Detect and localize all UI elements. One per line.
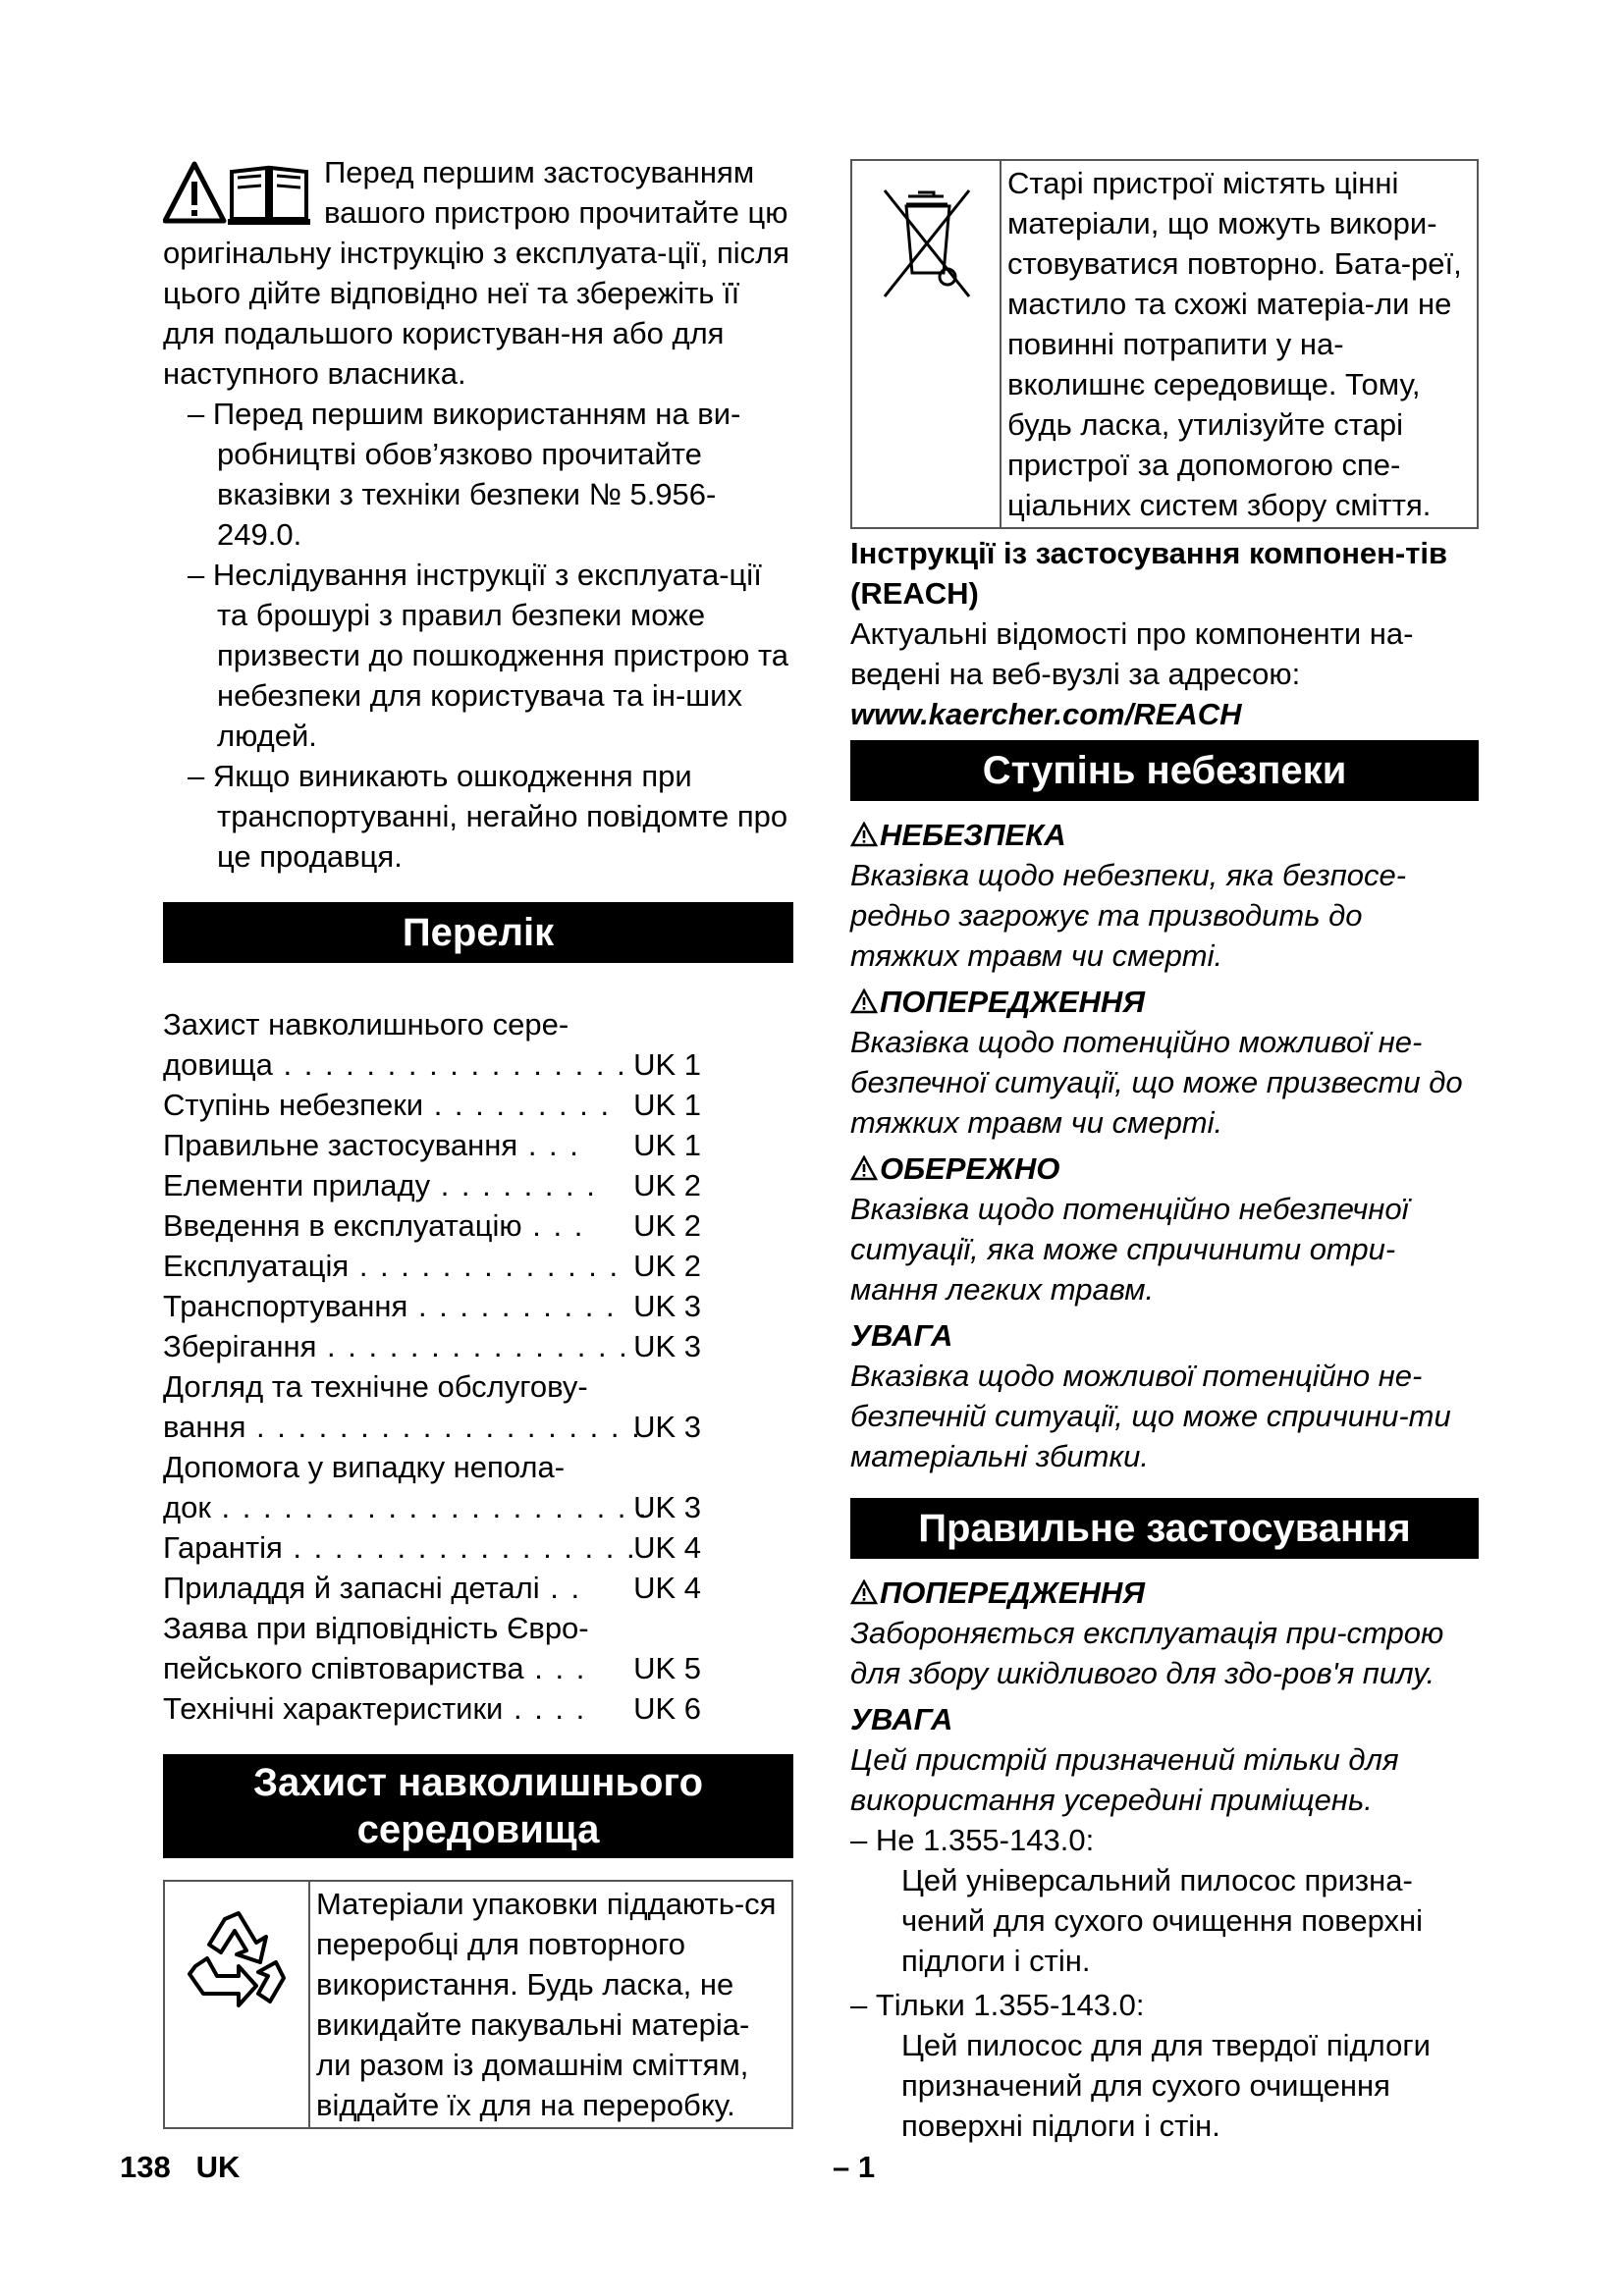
old-devices-text: Старі пристрої містять цінні матеріали, що можуть викори-стовуватися повторно. Бата-реї, мастило та схожі матеріа-ли не повинні потрапити у на-вколишнє середовище. Тому, будь ласка, утилізуйте старі пристрої за допомогою спе-ціальних систем збору сміття.: [1007, 166, 1462, 522]
manual-book-icon: [228, 162, 310, 227]
toc-entry-troubleshooting[interactable]: [163, 1487, 793, 1527]
toc-label: Технічні характеристики: [163, 1691, 504, 1726]
footer-page-number: 138: [120, 2150, 171, 2184]
warning-triangle-icon: [850, 822, 878, 847]
footer-page-info: [120, 2150, 240, 2185]
toc-dots: . . . . . . . .: [430, 1168, 597, 1202]
toc-dots: . . . . . . . . . . . . .: [349, 1249, 621, 1283]
toc-entry-line1: Заява при відповідність Євро-: [163, 1611, 589, 1645]
toc-label: Експлуатація: [163, 1249, 350, 1283]
reach-url-link[interactable]: www.kaercher.com/REACH: [850, 697, 1242, 731]
toc-label: Введення в експлуатацію: [163, 1208, 522, 1243]
toc-page: UK 1: [633, 1088, 701, 1122]
notice-label: УВАГА: [850, 1318, 953, 1353]
intro-item-2: – Неслідування інструкції з експлуата-ції та брошурі з правил безпеки може призвести до пошкодження пристрою та небезпеки для користувача та ін-ших людей.: [188, 558, 789, 753]
toc-page: UK 1: [633, 1128, 701, 1162]
reach-title: Інструкції із застосування компонен-тів (REACH): [850, 536, 1448, 611]
warning-label-row: [850, 982, 1479, 1022]
toc-entry-elements[interactable]: [163, 1165, 793, 1205]
toc-label: довища: [163, 1047, 273, 1082]
environment-heading-line2: середовища: [356, 1808, 600, 1851]
environment-heading: [163, 1754, 793, 1858]
reach-text: Актуальні відомості про компоненти на-ведені на веб-вузлі за адресою:: [850, 616, 1414, 691]
toc-label: Ступінь небезпеки: [163, 1088, 424, 1122]
toc-entry-startup[interactable]: [163, 1205, 793, 1246]
toc-label: вання: [163, 1410, 246, 1444]
intro-item-3: – Якщо виникають ошкодження при транспортуванні, негайно повідомте про це продавця.: [188, 759, 788, 874]
toc-dots: . . . . . . . . . . . . . . . . . . . . .: [210, 1490, 649, 1524]
toc-label: Зберігання: [163, 1329, 317, 1363]
toc-page: UK 1: [633, 1047, 701, 1082]
toc-label: Гарантія: [163, 1530, 283, 1565]
recycle-icon: [182, 1905, 292, 2015]
danger-label: НЕБЕЗПЕКА: [880, 818, 1066, 852]
crossed-bin-icon: [879, 187, 973, 304]
toc-entry-maintenance[interactable]: [163, 1407, 793, 1447]
crossed-bin-icon-cell: [852, 161, 1001, 527]
toc-label: Елементи приладу: [163, 1168, 431, 1202]
toc-entry-specs[interactable]: [163, 1688, 793, 1729]
toc-entry-hazard[interactable]: [163, 1085, 793, 1125]
warning-triangle-icon: [850, 1579, 878, 1605]
toc-entry-accessories[interactable]: [163, 1568, 793, 1608]
toc-page: UK 2: [633, 1168, 701, 1202]
caution-label-row: [850, 1148, 1479, 1189]
toc-dots: . . . .: [503, 1691, 587, 1726]
toc-label: док: [163, 1490, 211, 1524]
toc-entry-environment[interactable]: [163, 1044, 793, 1085]
toc-entry-line1: Догляд та технічне обслугову-: [163, 1369, 588, 1404]
toc-page: UK 6: [633, 1691, 701, 1726]
packaging-text: Матеріали упаковки піддають-ся переробці для повторного використання. Будь ласка, не викидайте пакувальні матеріа-ли разом із домашнім сміттям, віддайте їх для на переробку.: [316, 1887, 777, 2122]
caution-text: Вказівка щодо потенційно небезпечної ситуації, яка може спричинити отри-мання легких травм.: [850, 1192, 1409, 1307]
toc-dots: . . . . . . . . . . . . . . . . .: [272, 1047, 627, 1082]
toc-page: UK 3: [633, 1289, 701, 1323]
toc-heading: Перелік: [163, 902, 793, 963]
toc-dots: . .: [539, 1571, 582, 1605]
toc-entry-line1: Допомога у випадку непола-: [163, 1450, 566, 1484]
toc-entry-line1: Захист навколишнього сере-: [163, 1007, 569, 1041]
toc-page: UK 3: [633, 1490, 701, 1524]
toc-dots: . . .: [517, 1128, 580, 1162]
intro-item-1: – Перед першим використанням на ви-робництві обов’язково прочитайте вказівки з техніки безпеки № 5.956-249.0.: [188, 397, 741, 552]
toc-entry-warranty[interactable]: [163, 1527, 793, 1568]
footer-lang: UK: [195, 2150, 241, 2184]
proper-use-item2-text: Цей пилосос для для твердої підлоги призначений для сухого очищення поверхні підлоги і стін.: [901, 2028, 1431, 2143]
intro-section: [163, 152, 793, 877]
toc-dots: . . .: [521, 1208, 585, 1243]
right-column: [850, 159, 1479, 2146]
table-of-contents: [163, 1004, 793, 1729]
danger-label-row: [850, 815, 1479, 855]
proper-use-notice-label: УВАГА: [850, 1702, 953, 1736]
proper-use-item1-label: – Не 1.355-143.0:: [850, 1823, 1095, 1857]
environment-heading-line1: Захист навколишнього: [252, 1761, 704, 1804]
warning-triangle-icon: [850, 1155, 878, 1181]
danger-text: Вказівка щодо небезпеки, яка безпосе-редньо загрожує та призводить до тяжких травм чи смерті.: [850, 858, 1407, 973]
toc-label: Приладдя й запасні деталі: [163, 1571, 540, 1605]
toc-entry-proper-use[interactable]: [163, 1125, 793, 1165]
toc-label: Правильне застосування: [163, 1128, 518, 1162]
caution-label: ОБЕРЕЖНО: [880, 1151, 1060, 1186]
toc-page: UK 3: [633, 1410, 701, 1444]
toc-entry-storage[interactable]: [163, 1326, 793, 1366]
toc-label: Транспортування: [163, 1289, 408, 1323]
toc-dots: . . . . . . . . . . . . . . . . . . .: [245, 1410, 642, 1444]
hazard-heading: Ступінь небезпеки: [850, 740, 1479, 801]
packaging-box: [163, 1880, 793, 2129]
toc-entry-transport[interactable]: [163, 1286, 793, 1326]
toc-dots: . . . . . . . . . . . . . . .: [316, 1329, 629, 1363]
toc-page: UK 2: [633, 1208, 701, 1243]
toc-dots: . . .: [523, 1651, 587, 1685]
intro-text: Перед першим застосуванням вашого пристрою прочитайте цю оригінальну інструкцію з експлуата-ції, після цього дійте відповідно неї та збережіть її для подальшого користуван-ня або для наступного власника.: [163, 155, 789, 391]
toc-page: UK 2: [633, 1249, 701, 1283]
toc-page: UK 4: [633, 1571, 701, 1605]
left-column: [163, 152, 793, 2129]
recycle-icon-cell: [165, 1882, 310, 2127]
intro-icons: [163, 160, 312, 229]
proper-use-warning-text: Забороняється експлуатація при-строю для збору шкідливого для здо-ров'я пилу.: [850, 1616, 1444, 1690]
proper-use-notice-text: Цей пристрій призначений тільки для використання усередині приміщень.: [850, 1742, 1399, 1817]
warning-triangle-icon: [850, 988, 878, 1014]
toc-page: UK 3: [633, 1329, 701, 1363]
proper-use-warning-row: [850, 1573, 1479, 1613]
toc-label: пейського співтовариства: [163, 1651, 524, 1685]
warning-label: ПОПЕРЕДЖЕННЯ: [880, 985, 1145, 1019]
toc-dots: . . . . . . . . .: [423, 1088, 612, 1122]
footer-center-page: – 1: [833, 2150, 876, 2184]
toc-entry-ec-declaration[interactable]: [163, 1648, 793, 1688]
proper-use-warning-label: ПОПЕРЕДЖЕННЯ: [880, 1575, 1145, 1610]
toc-dots: . . . . . . . . . .: [407, 1289, 617, 1323]
toc-dots: . . . . . . . . . . . . . . . . .: [282, 1530, 637, 1565]
toc-entry-operation[interactable]: [163, 1246, 793, 1286]
proper-use-heading: Правильне застосування: [850, 1498, 1479, 1559]
toc-page: UK 4: [633, 1530, 701, 1565]
old-devices-box: [850, 159, 1479, 529]
notice-text: Вказівка щодо можливої потенційно не-безпечній ситуації, що може спричини-ти матеріальні збитки.: [850, 1359, 1451, 1473]
proper-use-item1-text: Цей універсальний пилосос призна-чений для сухого очищення поверхні підлоги і стін.: [901, 1863, 1424, 1978]
toc-page: UK 5: [633, 1651, 701, 1685]
proper-use-item2-label: – Тільки 1.355-143.0:: [850, 1988, 1145, 2022]
warning-text: Вказівка щодо потенційно можливої не-безпечної ситуації, що може призвести до тяжких травм чи смерті.: [850, 1025, 1463, 1140]
